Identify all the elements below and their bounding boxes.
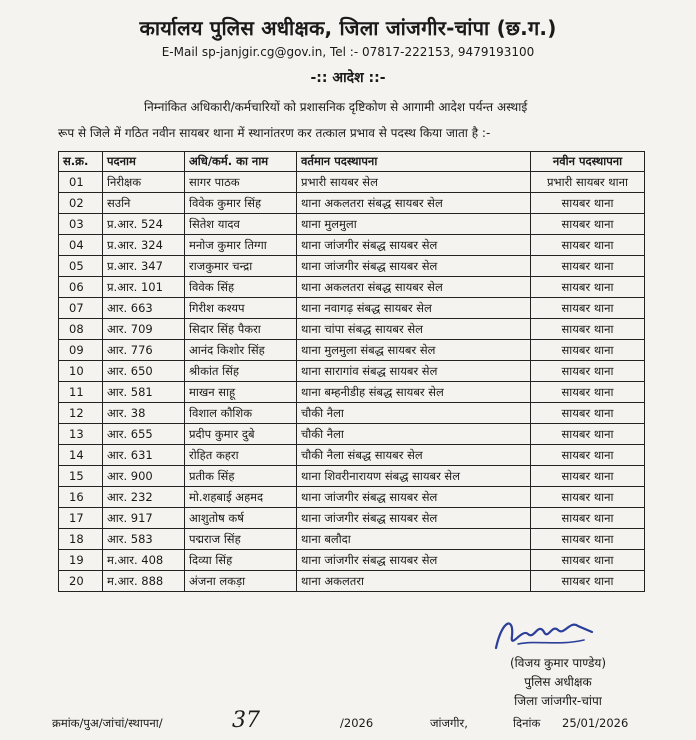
cell-name: सितेश यादव — [185, 214, 297, 235]
table-row — [59, 319, 645, 340]
cell-designation: म.आर. 408 — [103, 550, 185, 571]
cell-name: आनंद किशोर सिंह — [185, 340, 297, 361]
cell-current-posting: प्रभारी सायबर सेल — [297, 172, 531, 193]
cell-designation: म.आर. 888 — [103, 571, 185, 592]
cell-current-posting: थाना चांपा संबद्ध सायबर सेल — [297, 319, 531, 340]
cell-new-posting: सायबर थाना — [531, 298, 645, 319]
cell-current-posting: थाना जांजगीर संबद्ध सायबर सेल — [297, 487, 531, 508]
cell-new-posting: सायबर थाना — [531, 424, 645, 445]
cell-name: विशाल कौशिक — [185, 403, 297, 424]
cell-current-posting: चौकी नैला — [297, 424, 531, 445]
office-title: कार्यालय पुलिस अधीक्षक, जिला जांजगीर-चांपा (छ.ग.) — [139, 16, 557, 40]
table-row — [59, 235, 645, 256]
cell-name: विवेक कुमार सिंह — [185, 193, 297, 214]
signatory-designation: पुलिस अधीक्षक — [524, 675, 592, 689]
table-row — [59, 403, 645, 424]
cell-designation: आर. 583 — [103, 529, 185, 550]
cell-name: विवेक सिंह — [185, 277, 297, 298]
cell-serial: 06 — [59, 277, 103, 298]
cell-current-posting: थाना नवागढ़ संबद्ध सायबर सेल — [297, 298, 531, 319]
intro-line-2: रूप से जिले में गठित नवीन सायबर थाना में स्थानांतरण कर तत्काल प्रभाव से पदस्थ किया जाता है :- — [58, 126, 491, 140]
table-row — [59, 571, 645, 592]
cell-serial: 16 — [59, 487, 103, 508]
intro-line-1: निम्नांकित अधिकारी/कर्मचारियों को प्रशासनिक दृष्टिकोण से आगामी आदेश पर्यन्त अस्थाई — [144, 100, 528, 114]
signatory-district: जिला जांजगीर-चांपा — [514, 694, 602, 708]
col-header-designation: पदनाम — [103, 152, 185, 172]
cell-current-posting: थाना अकलतरा संबद्ध सायबर सेल — [297, 193, 531, 214]
table-row — [59, 277, 645, 298]
cell-name: अंजना लकड़ा — [185, 571, 297, 592]
cell-name: प्रदीप कुमार दुबे — [185, 424, 297, 445]
cell-name: सिदार सिंह पैकरा — [185, 319, 297, 340]
cell-name: मनोज कुमार तिग्गा — [185, 235, 297, 256]
cell-serial: 13 — [59, 424, 103, 445]
cell-name: रोहित कहरा — [185, 445, 297, 466]
cell-new-posting: प्रभारी सायबर थाना — [531, 172, 645, 193]
cell-designation: आर. 650 — [103, 361, 185, 382]
footer-reference — [0, 708, 696, 736]
table-row — [59, 298, 645, 319]
cell-designation: आर. 232 — [103, 487, 185, 508]
cell-serial: 04 — [59, 235, 103, 256]
cell-designation: आर. 663 — [103, 298, 185, 319]
cell-name: प्रतीक सिंह — [185, 466, 297, 487]
cell-new-posting: सायबर थाना — [531, 277, 645, 298]
table-row — [59, 193, 645, 214]
table-row — [59, 445, 645, 466]
cell-name: आशुतोष कर्ष — [185, 508, 297, 529]
cell-name: राजकुमार चन्द्रा — [185, 256, 297, 277]
cell-serial: 10 — [59, 361, 103, 382]
col-header-serial: स.क्र. — [59, 152, 103, 172]
cell-new-posting: सायबर थाना — [531, 529, 645, 550]
cell-designation: प्र.आर. 101 — [103, 277, 185, 298]
signatory-name: (विजय कुमार पाण्डेय) — [509, 656, 607, 670]
cell-name: श्रीकांत सिंह — [185, 361, 297, 382]
cell-new-posting: सायबर थाना — [531, 466, 645, 487]
reference-label: क्रमांक/पुअ/जांचां/स्थापना/ — [52, 716, 163, 730]
cell-current-posting: थाना जांजगीर संबद्ध सायबर सेल — [297, 508, 531, 529]
date-label: दिनांक — [513, 716, 541, 730]
cell-serial: 19 — [59, 550, 103, 571]
cell-current-posting: चौकी नैला — [297, 403, 531, 424]
cell-designation: प्र.आर. 347 — [103, 256, 185, 277]
cell-current-posting: थाना जांजगीर संबद्ध सायबर सेल — [297, 550, 531, 571]
cell-serial: 11 — [59, 382, 103, 403]
cell-designation: आर. 900 — [103, 466, 185, 487]
cell-new-posting: सायबर थाना — [531, 319, 645, 340]
cell-current-posting: थाना अकलतरा — [297, 571, 531, 592]
table-row — [59, 487, 645, 508]
cell-current-posting: थाना बलौदा — [297, 529, 531, 550]
table-row — [59, 214, 645, 235]
cell-designation: प्र.आर. 324 — [103, 235, 185, 256]
table-row — [59, 172, 645, 193]
cell-serial: 09 — [59, 340, 103, 361]
cell-new-posting: सायबर थाना — [531, 571, 645, 592]
cell-new-posting: सायबर थाना — [531, 256, 645, 277]
cell-name: पद्मराज सिंह — [185, 529, 297, 550]
cell-current-posting: थाना जांजगीर संबद्ध सायबर सेल — [297, 256, 531, 277]
cell-designation: आर. 581 — [103, 382, 185, 403]
cell-serial: 15 — [59, 466, 103, 487]
cell-designation: आर. 631 — [103, 445, 185, 466]
signature-block — [468, 654, 648, 711]
cell-new-posting: सायबर थाना — [531, 340, 645, 361]
cell-new-posting: सायबर थाना — [531, 403, 645, 424]
cell-serial: 17 — [59, 508, 103, 529]
cell-name: दिव्या सिंह — [185, 550, 297, 571]
cell-new-posting: सायबर थाना — [531, 235, 645, 256]
table-body — [59, 172, 645, 592]
cell-new-posting: सायबर थाना — [531, 487, 645, 508]
cell-new-posting: सायबर थाना — [531, 361, 645, 382]
cell-designation: सउनि — [103, 193, 185, 214]
cell-name: माखन साहू — [185, 382, 297, 403]
order-heading: -:: आदेश ::- — [310, 70, 386, 86]
cell-name: मो.शहबाई अहमद — [185, 487, 297, 508]
cell-new-posting: सायबर थाना — [531, 445, 645, 466]
table-row — [59, 256, 645, 277]
cell-current-posting: थाना शिवरीनारायण संबद्ध सायबर सेल — [297, 466, 531, 487]
cell-serial: 05 — [59, 256, 103, 277]
table-row — [59, 466, 645, 487]
reference-year: /2026 — [340, 716, 374, 730]
contact-line: E-Mail sp-janjgir.cg@gov.in, Tel :- 07817-222153, 9479193100 — [161, 45, 535, 59]
table-row — [59, 508, 645, 529]
table-row — [59, 382, 645, 403]
table-row — [59, 550, 645, 571]
cell-serial: 01 — [59, 172, 103, 193]
cell-designation: आर. 655 — [103, 424, 185, 445]
cell-new-posting: सायबर थाना — [531, 508, 645, 529]
place-label: जांजगीर, — [430, 716, 468, 730]
reference-number: 37 — [232, 708, 260, 733]
table-row — [59, 361, 645, 382]
cell-name: सागर पाठक — [185, 172, 297, 193]
table-header-row — [59, 152, 645, 172]
cell-serial: 08 — [59, 319, 103, 340]
cell-serial: 18 — [59, 529, 103, 550]
col-header-new-posting: नवीन पदस्थापना — [531, 152, 645, 172]
cell-new-posting: सायबर थाना — [531, 550, 645, 571]
handwritten-signature — [488, 610, 608, 658]
transfer-table — [58, 151, 645, 592]
cell-current-posting: थाना मुलमुला संबद्ध सायबर सेल — [297, 340, 531, 361]
table-row — [59, 340, 645, 361]
cell-current-posting: चौकी नैला संबद्ध सायबर सेल — [297, 445, 531, 466]
order-date: 25/01/2026 — [562, 716, 629, 730]
cell-serial: 12 — [59, 403, 103, 424]
cell-current-posting: थाना अकलतरा संबद्ध सायबर सेल — [297, 277, 531, 298]
cell-current-posting: थाना मुलमुला — [297, 214, 531, 235]
cell-serial: 02 — [59, 193, 103, 214]
table-row — [59, 529, 645, 550]
cell-designation: आर. 709 — [103, 319, 185, 340]
cell-new-posting: सायबर थाना — [531, 214, 645, 235]
cell-new-posting: सायबर थाना — [531, 193, 645, 214]
col-header-name: अधि/कर्म. का नाम — [185, 152, 297, 172]
col-header-current-posting: वर्तमान पदस्थापना — [297, 152, 531, 172]
cell-designation: आर. 917 — [103, 508, 185, 529]
cell-serial: 20 — [59, 571, 103, 592]
cell-current-posting: थाना जांजगीर संबद्ध सायबर सेल — [297, 235, 531, 256]
cell-serial: 07 — [59, 298, 103, 319]
cell-current-posting: थाना बम्हनीडीह संबद्ध सायबर सेल — [297, 382, 531, 403]
cell-designation: निरीक्षक — [103, 172, 185, 193]
cell-designation: आर. 38 — [103, 403, 185, 424]
cell-serial: 14 — [59, 445, 103, 466]
intro-paragraph — [58, 94, 648, 146]
cell-new-posting: सायबर थाना — [531, 382, 645, 403]
cell-designation: प्र.आर. 524 — [103, 214, 185, 235]
cell-name: गिरीश कश्यप — [185, 298, 297, 319]
cell-serial: 03 — [59, 214, 103, 235]
table-row — [59, 424, 645, 445]
cell-current-posting: थाना सारागांव संबद्ध सायबर सेल — [297, 361, 531, 382]
cell-designation: आर. 776 — [103, 340, 185, 361]
